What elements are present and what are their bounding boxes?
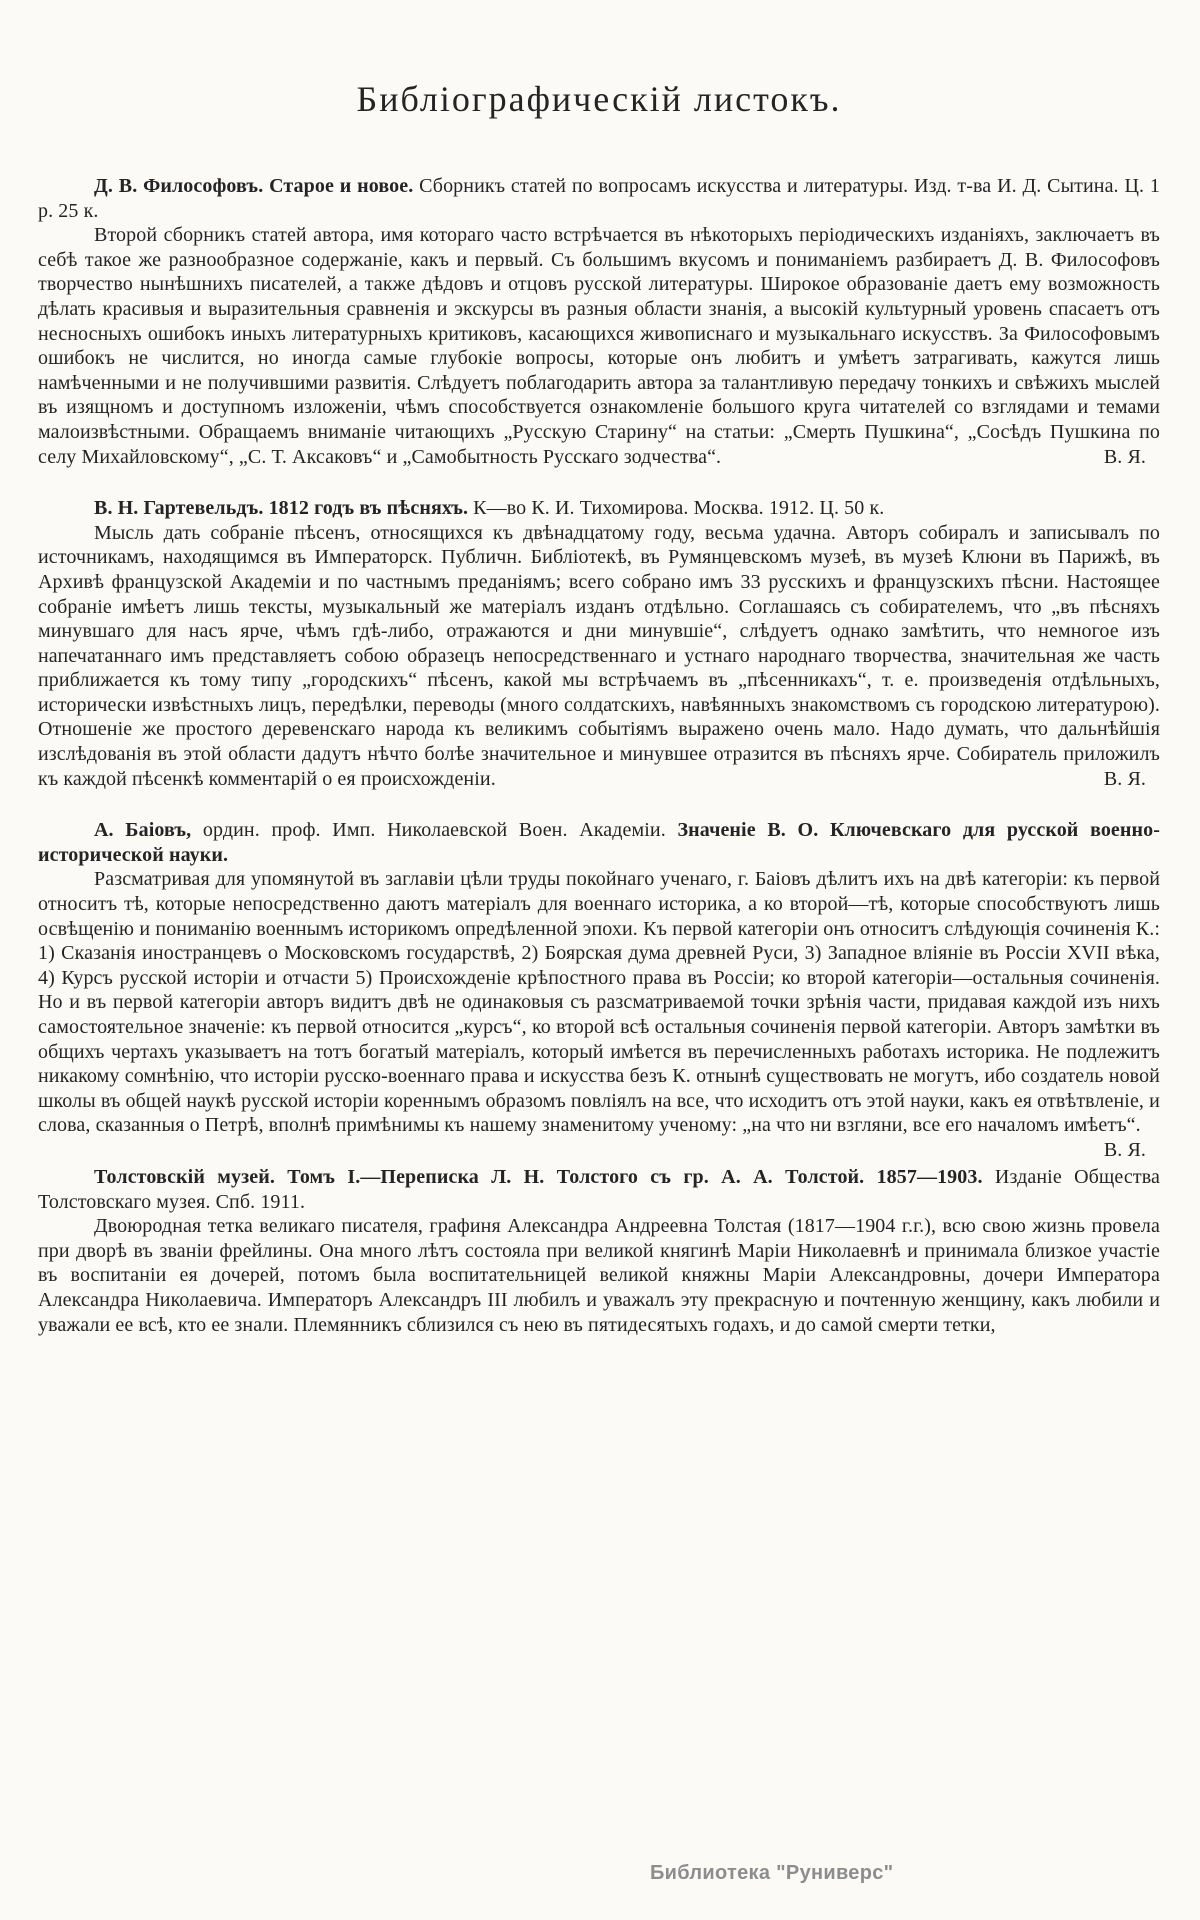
library-watermark: Библиотека "Руниверс" <box>650 1862 894 1884</box>
entry-3-body <box>38 867 1160 1161</box>
entry-1-signature: В. Я. <box>1103 445 1146 468</box>
entry-1-body <box>38 223 1160 469</box>
entry-1 <box>38 174 1160 469</box>
entry-2-body-text: Мысль дать собраніе пѣсенъ, относящихся къ двѣнадцатому году, весьма удачна. Авторъ собиралъ и записывалъ по источникамъ, находящимся въ Императорск. Публичн. Библіотекѣ, въ Румянцевскомъ музеѣ, въ музеѣ Клюни въ Парижѣ, въ Архивѣ французской Академіи и по частнымъ преданіямъ; всего собрано имъ 33 русскихъ и французскихъ пѣсни. Настоящее собраніе имѣетъ лишь тексты, музыкальный же матеріалъ изданъ отдѣльно. Соглашаясь съ собирателемъ, что „въ пѣсняхъ минувшаго для насъ ярче, чѣмъ гдѣ-либо, отражаются и дни минувшіе“, слѣдуетъ однако замѣтить, что немногое изъ напечатаннаго имъ представляетъ собою образецъ непосредственнаго и устнаго народнаго творчества, значительная же часть приближается къ тому типу „городскихъ“ пѣсенъ, какой мы встрѣчаемъ въ „пѣсенникахъ“, т. е. произведенія отдѣльныхъ, исторически извѣстныхъ лицъ, передѣлки, переводы (много солдатскихъ, навѣянныхъ знакомствомъ съ городскою литературою). Отношеніе же простого деревенскаго народа къ великимъ событіямъ выражено очень мало. Надо думать, что дальнѣйшія изслѣдованія въ этой области дадутъ нѣчто болѣе значительное и минувшее отразится въ пѣсняхъ ярче. Собиратель приложилъ къ каждой пѣсенкѣ комментарій о ея происхожденіи. <box>38 521 1160 790</box>
entry-1-heading <box>38 174 1160 223</box>
page-title: Библіографическій листокъ. <box>356 79 842 119</box>
entry-3-heading-rest: ордин. проф. Имп. Николаевской Воен. Академіи. <box>191 819 678 842</box>
entry-2 <box>38 496 1160 791</box>
entry-2-heading-author: В. Н. Гартевельдъ. 1812 годъ въ пѣсняхъ. <box>94 497 469 520</box>
entry-2-heading-rest: К—во К. И. Тихомирова. Москва. 1912. Ц. 50 к. <box>468 497 885 520</box>
entry-3 <box>38 818 1161 1161</box>
entry-4-body <box>38 1214 1160 1337</box>
entry-4-heading-author: Толстовскій музей. Томъ I.—Переписка Л. Н. Толстого съ гр. А. А. Толстой. 1857—1903. <box>94 1165 983 1188</box>
entry-3-signature: В. Я. <box>1103 1138 1146 1161</box>
entry-3-heading <box>38 818 1160 867</box>
entry-4-body-text: Двоюродная тетка великаго писателя, графиня Александра Андреевна Толстая (1817—1904 г.г.), всю свою жизнь провела при дворѣ въ званіи фрейлины. Она много лѣтъ состояла при великой княгинѣ Маріи Николаевнѣ и принимала близкое участіе въ воспитаніи ея дочерей, потомъ была воспитательницей великой княжны Маріи Александровны, дочери Императора Александра Николаевича. Императоръ Александръ III любилъ и уважалъ эту прекрасную и почтенную женщину, какъ любили и уважали ее всѣ, кто ее знали. Племянникъ сблизился съ нею въ пятидесятыхъ годахъ, и до самой смерти тетки, <box>38 1215 1160 1336</box>
entry-1-heading-author: Д. В. Философовъ. Старое и новое. <box>94 175 414 197</box>
entry-3-body-text: Разсматривая для упомянутой въ заглавіи цѣли труды покойнаго ученаго, г. Баіовъ дѣлитъ ихъ на двѣ категоріи: къ первой относитъ тѣ, которые непосредственно даютъ матеріалъ для военнаго историка, а ко второй—тѣ, которые способствуютъ лишь освѣщенію и пониманію военнымъ историкомъ опредѣленной эпохи. Къ первой категоріи онъ относитъ слѣдующія сочиненія К.: 1) Сказанія иностранцевъ о Московскомъ государствѣ, 2) Боярская дума древней Руси, 3) Западное вліяніе въ Россіи XVII вѣка, 4) Курсъ русской исторіи и отчасти 5) Происхожденіе крѣпостного права въ Россіи; ко второй категоріи—остальныя сочиненія. Но и въ первой категоріи авторъ видитъ двѣ не одинаковыя съ разсматриваемой точки зрѣнія части, придавая каждой изъ нихъ самостоятельное значеніе: къ первой относится „курсъ“, ко второй всѣ остальныя сочиненія первой категоріи. Авторъ замѣтки въ общихъ чертахъ указываетъ на тотъ богатый матеріалъ, который имѣется въ перечисленныхъ работахъ историка. Не подлежитъ никакому сомнѣнію, что исторіи русско-военнаго права и искусства безъ К. отнынѣ существовать не могутъ, ибо создатель новой школы въ общей наукѣ русской исторіи кореннымъ образомъ повліялъ на все, что исходитъ отъ этой науки, какъ ея отвѣтвленіе, и слова, сказанныя о Петрѣ, вполнѣ примѣнимы къ нашему знаменитому ученому: „на что ни взгляни, все его началомъ имѣетъ“. <box>38 868 1160 1137</box>
entry-3-heading-author: А. Баіовъ, <box>94 819 192 842</box>
entry-2-heading <box>38 496 1160 521</box>
entry-1-heading-rest: Сборникъ статей по вопросамъ искусства и литературы. Изд. т-ва И. Д. Сытина. Ц. 1 р. 25 к. <box>38 175 1160 222</box>
entry-4-heading-rest: Изданіе Общества Толстовскаго музея. Спб. 1911. <box>38 1165 1160 1213</box>
entry-1-body-text: Второй сборникъ статей автора, имя котораго часто встрѣчается въ нѣкоторыхъ періодическихъ изданіяхъ, заключаетъ въ себѣ такое же разнообразное содержаніе, какъ и первый. Съ большимъ вкусомъ и пониманіемъ разбираетъ Д. В. Философовъ творчество нынѣшнихъ писателей, а также дѣдовъ и отцовъ русской литературы. Широкое образованіе даетъ ему возможность дѣлать красивыя и выразительныя сравненія и экскурсы въ разныя области знанія, а высокій культурный уровень спасаетъ отъ несносныхъ ошибокъ иныхъ литературныхъ критиковъ, касающихся живописнаго и музыкальнаго искусствъ. За Философовымъ ошибокъ не числится, но иногда самые глубокіе вопросы, которые онъ любитъ и умѣетъ затрагивать, кажутся лишь намѣченными и не получившими развитія. Слѣдуетъ поблагодарить автора за талантливую передачу тонкихъ и свѣжихъ мыслей въ изящномъ и доступномъ изложеніи, чѣмъ способствуется ознакомленіе большого круга читателей со взглядами и темами малоизвѣстными. Обращаемъ вниманіе читающихъ „Русскую Старину“ на статьи: „Смерть Пушкина“, „Сосѣдъ Пушкина по селу Михайловскому“, „С. Т. Аксаковъ“ и „Самобытность Русскаго зодчества“. <box>38 224 1160 468</box>
entry-2-body <box>38 521 1160 792</box>
entry-4-heading <box>38 1165 1160 1214</box>
entry-3-heading-title2: Значеніе В. О. Ключевскаго для русской военно-исторической науки. <box>38 819 1161 866</box>
entry-2-signature: В. Я. <box>1103 767 1146 790</box>
entry-4 <box>38 1165 1160 1337</box>
